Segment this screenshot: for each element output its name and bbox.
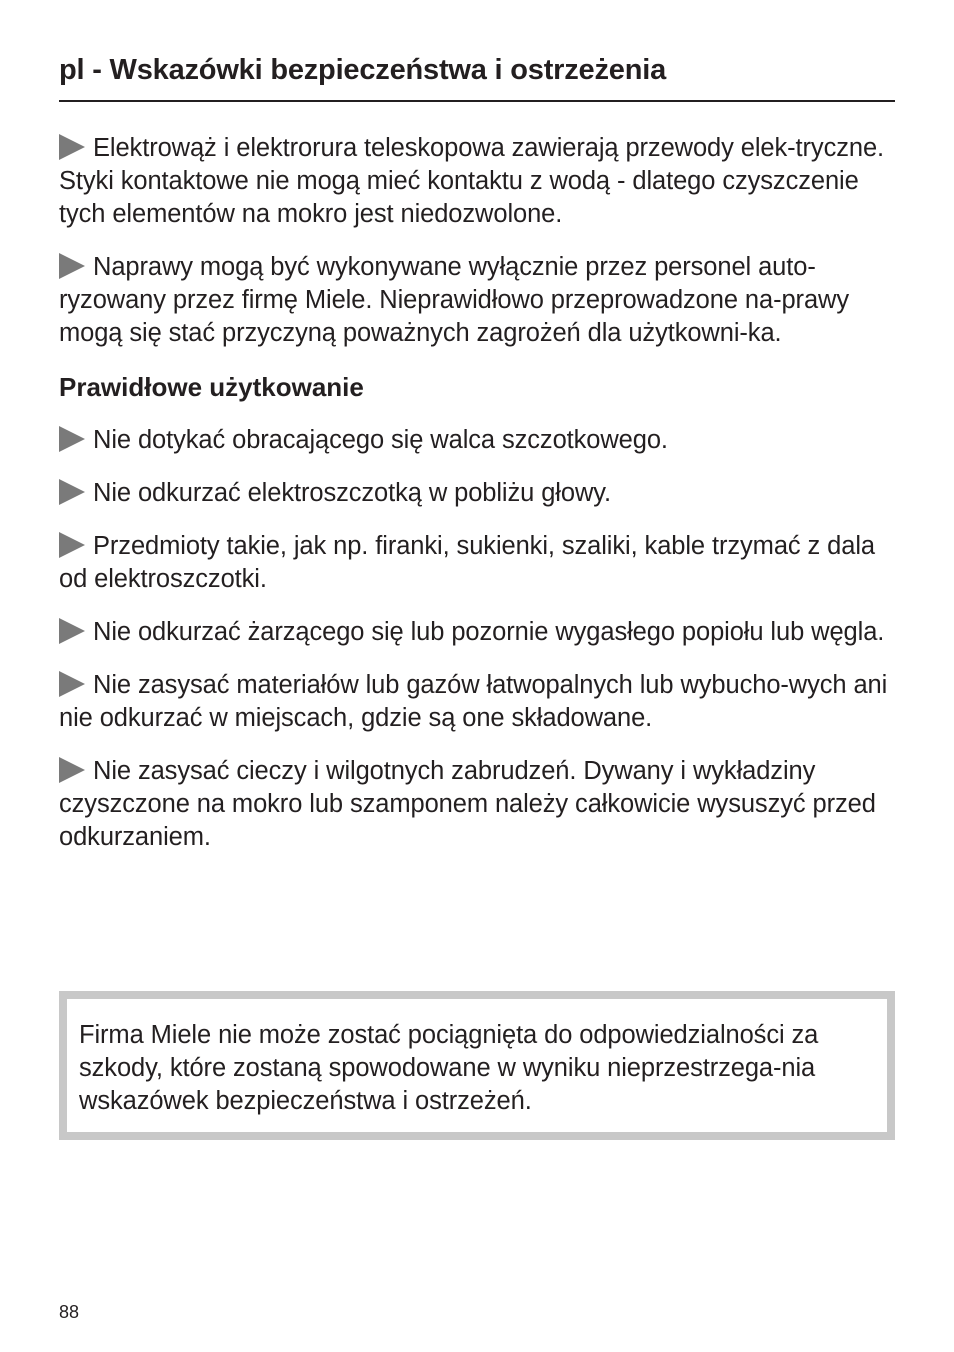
safety-item [59,530,895,596]
triangle-arrow-icon [59,134,85,160]
triangle-arrow-icon [59,253,85,279]
page-number: 88 [59,1302,80,1322]
liability-notice-text: Firma Miele nie może zostać pociągnięta do odpowiedzialności za szkody, które zostaną spowodowane w wyniku nieprzestrzega-nia wskazówek bezpieczeństwa i ostrzeżeń. [79,1021,819,1115]
safety-item [59,755,895,854]
safety-item-text: Nie dotykać obracającego się walca szczotkowego. [93,426,668,454]
safety-item-text: Naprawy mogą być wykonywane wyłącznie przez personel auto-ryzowany przez firmę Miele. Nieprawidłowo przeprowadzone na-prawy mogą się stać przyczyną poważnych zagrożeń dla użytkowni-ka. [59,253,849,347]
safety-item [59,669,895,735]
safety-item-text: Nie zasysać materiałów lub gazów łatwopalnych lub wybucho-wych ani nie odkurzać w miejscach, gdzie są one składowane. [59,671,888,732]
safety-item [59,616,895,649]
safety-item [59,251,895,350]
safety-item [59,477,895,510]
section-heading: Prawidłowe użytkowanie [59,372,364,402]
triangle-arrow-icon [59,479,85,505]
content [59,132,895,874]
triangle-arrow-icon [59,618,85,644]
triangle-arrow-icon [59,426,85,452]
triangle-arrow-icon [59,671,85,697]
triangle-arrow-icon [59,532,85,558]
safety-item-text: Przedmioty takie, jak np. firanki, sukienki, szaliki, kable trzymać z dala od elektroszczotki. [59,532,875,593]
page-title: pl - Wskazówki bezpieczeństwa i ostrzeżenia [59,54,667,86]
safety-item [59,132,895,231]
safety-item-text: Nie odkurzać elektroszczotką w pobliżu głowy. [93,479,612,507]
safety-item-text: Elektrowąż i elektrorura teleskopowa zawierają przewody elek-tryczne. Styki kontaktowe nie mogą mieć kontaktu z wodą - dlatego czyszczenie tych elementów na mokro jest niedozwolone. [59,134,885,228]
safety-item-text: Nie zasysać cieczy i wilgotnych zabrudzeń. Dywany i wykładziny czyszczone na mokro lub szamponem należy całkowicie wysuszyć przed odkurzaniem. [59,757,876,851]
triangle-arrow-icon [59,757,85,783]
liability-notice-box [59,991,895,1140]
safety-item-text: Nie odkurzać żarzącego się lub pozornie wygasłego popiołu lub węgla. [93,618,885,646]
safety-item [59,424,895,457]
page-header [59,50,895,102]
